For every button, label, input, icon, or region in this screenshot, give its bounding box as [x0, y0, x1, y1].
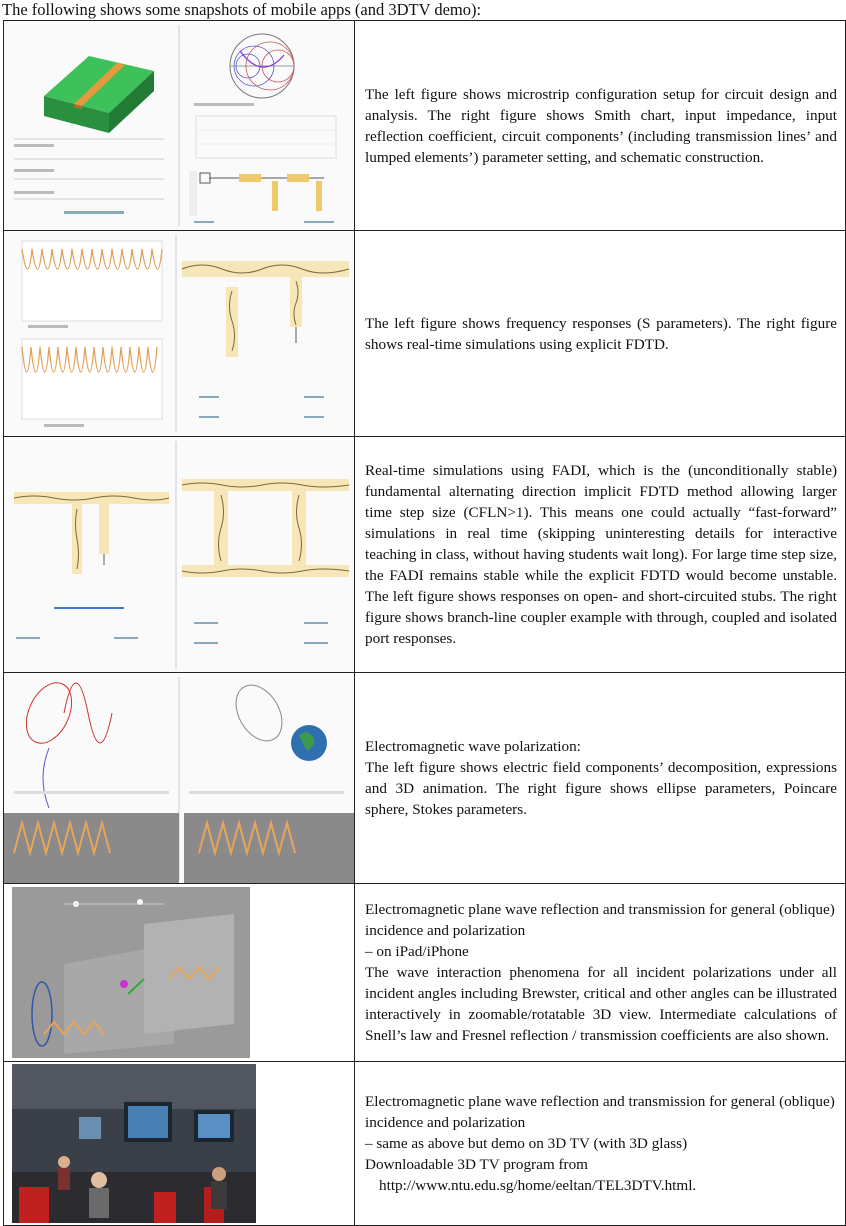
row-text-line: Downloadable 3D TV program from [365, 1156, 588, 1173]
snapshot-s-parameters-fdtd [4, 231, 355, 437]
row-text: The left figure shows frequency responses (S parameters). The right figure shows real-time simulations using explicit FDTD. [365, 314, 837, 353]
table-row [4, 884, 846, 1062]
row-text-line: – same as above but demo on 3D TV (with 3D glass) [365, 1135, 688, 1152]
row-text-line: The wave interaction phenomena for all incident polarizations under all incident angles including Brewster, critical and other angles can be illustrated interactively in zoomable/rotatable 3D view. Intermediate calculations of Snell’s law and Fresnel reflection / transmission coefficients are also shown. [365, 964, 837, 1044]
row-description [355, 884, 846, 1062]
row-text: Real-time simulations using FADI, which is the (unconditionally stable) fundamental alternating direction implicit FDTD method allowing larger time step size (CFLN>1). This means one could actually “fast-forward” simulations in real time (skipping uninteresting details for interactive teaching in class, without having students wait long). For large time step size, the FADI remains stable while the explicit FDTD would become unstable. The left figure shows responses on open- and short-circuited stubs. The right figure shows branch-line coupler example with through, coupled and isolated port responses. [365, 462, 837, 647]
row-text-line: Electromagnetic wave polarization: [365, 738, 581, 755]
table-row [4, 231, 846, 437]
snapshot-polarization [4, 673, 355, 884]
snapshot-plane-wave-3d [4, 884, 355, 1062]
table-row [4, 673, 846, 884]
row-text: The left figure shows microstrip configuration setup for circuit design and analysis. The right figure shows Smith chart, input impedance, input reflection coefficient, circuit components’ (including transmission lines’ and lumped elements’) parameter setting, and schematic construction. [365, 85, 837, 166]
row-text-line: The left figure shows electric field components’ decomposition, expressions and 3D animation. The right figure shows ellipse parameters, Poincare sphere, Stokes parameters. [365, 759, 837, 818]
row-text-line: Electromagnetic plane wave reflection and transmission for general (oblique) incidence and polarization [365, 901, 835, 939]
row-text-line: – on iPad/iPhone [365, 943, 469, 960]
snapshot-fadi-simulation [4, 437, 355, 673]
photo-3dtv-classroom [4, 1062, 355, 1226]
table-row [4, 21, 846, 231]
intro-text: The following shows some snapshots of mobile apps (and 3DTV demo): [2, 0, 482, 19]
row-description [355, 437, 846, 673]
row-description [355, 1062, 846, 1226]
snapshot-microstrip-smith [4, 21, 355, 231]
row-description [355, 21, 846, 231]
table-row [4, 1062, 846, 1226]
row-text-line: Electromagnetic plane wave reflection and transmission for general (oblique) incidence and polarization [365, 1093, 835, 1131]
row-description [355, 673, 846, 884]
download-url-link[interactable]: http://www.ntu.edu.sg/home/eeltan/TEL3DTV.html. [379, 1177, 697, 1194]
row-description [355, 231, 846, 437]
snapshot-table [3, 20, 846, 1226]
table-row [4, 437, 846, 673]
